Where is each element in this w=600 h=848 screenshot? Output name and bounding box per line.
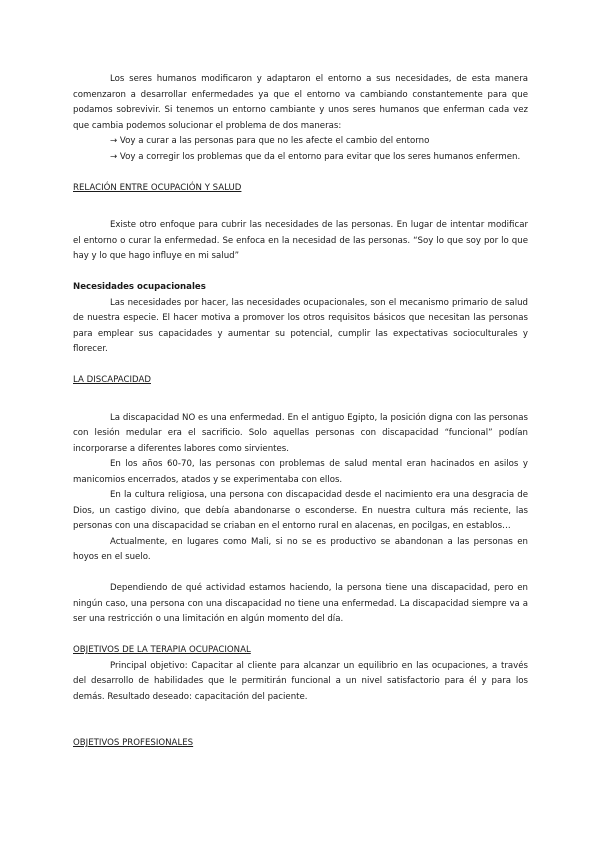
objetivos-terapia-paragraph: Principal objetivo: Capacitar al cliente para alcanzar un equilibrio en las ocupaciones, a través del desarrollo de habilidades que le permitirán funcional a un nivel satisfactorio para él y para los demás. Resultado deseado: capacitación del paciente. bbox=[73, 660, 528, 702]
heading-necesidades-ocupacionales: Necesidades ocupacionales bbox=[73, 282, 206, 292]
intro-bullet-correct: → Voy a corregir los problemas que da el entorno para evitar que los seres humanos enfermen. bbox=[110, 151, 521, 162]
discapacidad-paragraph-asilos: En los años 60-70, las personas con problemas de salud mental eran hacinados en asilos y manicomios encerrados, atados y se experimentaba con ellos. bbox=[73, 459, 528, 485]
discapacidad-paragraph-egipto: La discapacidad NO es una enfermedad. En el antiguo Egipto, la posición digna con las personas con lesión medular era el sacrificio. Solo aquellas personas con discapacidad “funcional” podían incorporarse a diferentes labores como sirvientes. bbox=[73, 412, 528, 454]
heading-objetivos-profesionales: OBJETIVOS PROFESIONALES bbox=[73, 738, 194, 748]
heading-objetivos-terapia: OBJETIVOS DE LA TERAPIA OCUPACIONAL bbox=[73, 645, 251, 655]
discapacidad-paragraph-mali: Actualmente, en lugares como Mali, si no se es productivo se abandonan a las personas en hoyos en el suelo. bbox=[73, 536, 528, 562]
heading-relacion-ocupacion-salud: RELACIÓN ENTRE OCUPACIÓN Y SALUD bbox=[73, 182, 242, 193]
document-page bbox=[73, 72, 528, 752]
necesidades-paragraph: Las necesidades por hacer, las necesidades ocupacionales, son el mecanismo primario de salud de nuestra especie. El hacer motiva a promover los otros requisitos básicos que necesitan las personas para emplear sus capacidades y aumentar su potencial, cumplir las expectativas socioculturales y florecer. bbox=[73, 297, 528, 354]
discapacidad-paragraph-religiosa: En la cultura religiosa, una persona con discapacidad desde el nacimiento era una desgracia de Dios, un castigo divino, que debía abandonarse o esconderse. En nuestra cultura más reciente, las personas con una discapacidad se criaban en el entorno rural en alacenas, en pocilgas, en establos… bbox=[73, 490, 528, 531]
intro-bullet-cure: → Voy a curar a las personas para que no les afecte el cambio del entorno bbox=[110, 136, 430, 146]
discapacidad-paragraph-actividad: Dependiendo de qué actividad estamos haciendo, la persona tiene una discapacidad, pero en ningún caso, una persona con una discapacidad no tiene una enfermedad. La discapacidad siempre va a ser una restricción o una limitación en algún momento del día. bbox=[73, 583, 528, 624]
intro-paragraph: Los seres humanos modificaron y adaptaron el entorno a sus necesidades, de esta manera comenzaron a desarrollar enfermedades ya que el entorno va cambiando constantemente para que podamos sobrevivir. Si tenemos un entorno cambiante y unos seres humanos que enferman cada vez que cambia podemos solucionar el problema de dos maneras: bbox=[73, 74, 528, 131]
relacion-paragraph: Existe otro enfoque para cubrir las necesidades de las personas. En lugar de intentar modificar el entorno o curar la enfermedad. Se enfoca en la necesidad de las personas. “Soy lo que soy por lo que hay y lo que hago influye en mi salud” bbox=[73, 220, 528, 261]
heading-discapacidad: LA DISCAPACIDAD bbox=[73, 375, 151, 385]
